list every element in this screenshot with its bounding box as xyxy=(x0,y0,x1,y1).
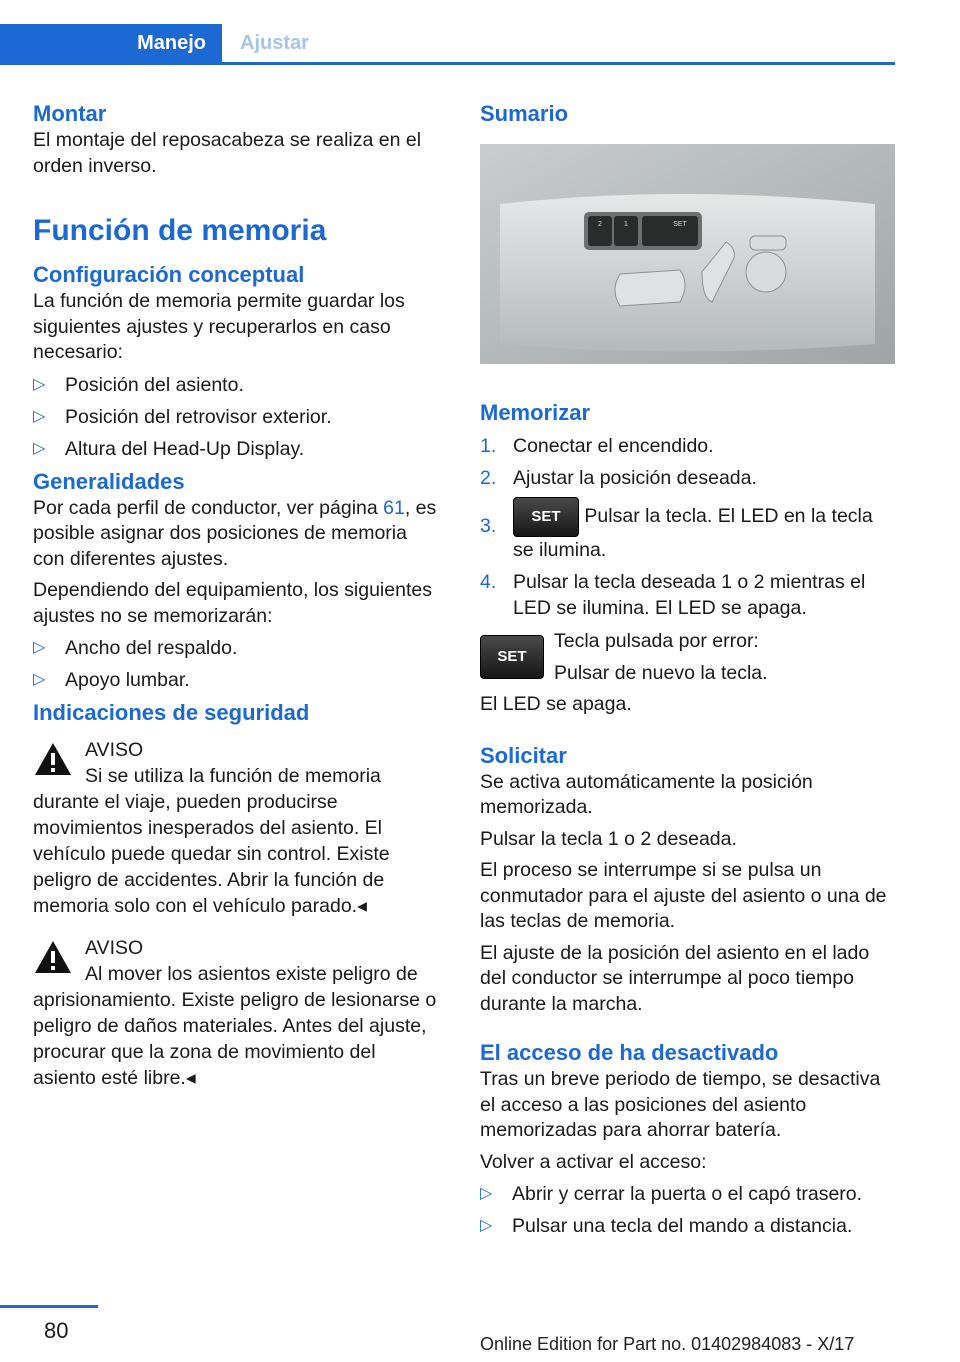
request-text-2: Pulsar la tecla 1 o 2 deseada. xyxy=(480,827,737,850)
memorize-heading: Memorizar xyxy=(480,400,591,425)
seat-controls-photo xyxy=(480,144,895,364)
photo-key-2: 2 xyxy=(598,221,602,228)
general-heading: Generalidades xyxy=(33,468,185,494)
step-text: Pulsar la tecla. El LED en la tecla se ilumina. xyxy=(513,505,873,561)
warning-text: Al mover los asientos existe peligro de aprisionamiento. Existe peligro de lesionarse o peligro de daños materiales. Antes del ajuste, procurar que la zona de movimiento del asiento esté libre.◂ xyxy=(33,963,437,1089)
summary-heading: Sumario xyxy=(480,101,569,126)
triangle-bullet-icon: ▷ xyxy=(33,639,46,656)
config-heading: Configuración conceptual xyxy=(33,262,305,287)
montar-text: El montaje del reposacabeza se realiza en el orden inverso. xyxy=(33,129,422,177)
photo-key-set: SET xyxy=(673,221,687,228)
step-text: Conectar el encendido. xyxy=(513,435,714,457)
left-column xyxy=(33,100,443,1091)
list-item xyxy=(480,569,895,621)
request-text-3: El proceso se interrumpe si se pulsa un conmutador para el ajuste del asiento o una de las teclas de memoria. xyxy=(480,859,887,932)
footer-rule xyxy=(0,1305,98,1308)
warning-triangle-icon xyxy=(33,939,73,975)
list-item xyxy=(33,436,443,462)
list-item xyxy=(480,497,895,563)
list-item xyxy=(480,1213,895,1239)
warning-text: Si se utiliza la función de memoria durante el viaje, pueden producirse movimientos inesperados del asiento. El vehículo puede quedar sin control. Existe peligro de accidentes. Abrir la función de memoria solo con el vehículo parado.◂ xyxy=(33,765,390,917)
page-link[interactable]: 61 xyxy=(383,496,405,519)
set-key-icon: SET xyxy=(480,635,544,679)
tab-ajustar[interactable] xyxy=(222,24,327,62)
list-item xyxy=(33,372,443,398)
list-item-text: Apoyo lumbar. xyxy=(65,669,190,691)
general-list xyxy=(33,635,443,693)
footer-edition: Online Edition for Part no. 01402984083 - X/17 xyxy=(480,1334,855,1354)
list-item xyxy=(480,1181,895,1207)
triangle-bullet-icon: ▷ xyxy=(480,1185,493,1202)
warning-triangle-icon xyxy=(33,741,73,777)
request-text-1: Se activa automáticamente la posición memorizada. xyxy=(480,770,813,818)
right-column xyxy=(480,100,895,1245)
list-item xyxy=(33,404,443,430)
page-number: 80 xyxy=(44,1318,69,1343)
list-item-text: Posición del asiento. xyxy=(65,373,244,396)
request-heading: Solicitar xyxy=(480,742,567,768)
triangle-bullet-icon: ▷ xyxy=(33,671,46,688)
tab-manejo-label: Manejo xyxy=(137,31,206,54)
error-note xyxy=(480,629,895,686)
memorize-steps xyxy=(480,433,895,621)
access-heading: El acceso de ha desactivado xyxy=(480,1040,779,1065)
triangle-bullet-icon: ▷ xyxy=(33,407,46,425)
list-item-text: Ancho del respaldo. xyxy=(65,637,238,659)
step-number: 3. xyxy=(480,515,497,537)
general-text-2: Dependiendo del equipamiento, los siguientes ajustes no se memorizarán: xyxy=(33,579,432,627)
photo-key-1: 1 xyxy=(624,221,628,228)
list-item xyxy=(480,465,895,491)
list-item xyxy=(33,635,443,661)
triangle-bullet-icon: ▷ xyxy=(480,1217,493,1234)
safety-heading: Indicaciones de seguridad xyxy=(33,700,310,725)
error-line-2: Pulsar de nuevo la tecla. xyxy=(554,661,768,684)
step-number: 2. xyxy=(480,467,497,489)
warning-label: AVISO xyxy=(85,739,144,761)
led-off-text: El LED se apaga. xyxy=(480,693,632,715)
step-text: Pulsar la tecla deseada 1 o 2 mientras el LED se ilumina. El LED se apaga. xyxy=(513,571,866,619)
list-item-text: Posición del retrovisor exterior. xyxy=(65,405,332,428)
triangle-bullet-icon: ▷ xyxy=(33,375,46,393)
warning-label: AVISO xyxy=(85,937,144,959)
step-text: Ajustar la posición deseada. xyxy=(513,467,757,489)
list-item-text: Pulsar una tecla del mando a distancia. xyxy=(512,1215,853,1237)
tab-ajustar-label: Ajustar xyxy=(240,31,309,54)
access-list xyxy=(480,1181,895,1239)
memory-function-heading: Función de memoria xyxy=(33,214,327,247)
config-text: La función de memoria permite guardar los siguientes ajustes y recuperarlos en caso necesario: xyxy=(33,290,405,363)
list-item-text: Abrir y cerrar la puerta o el capó trasero. xyxy=(512,1183,863,1205)
warning-block-2 xyxy=(33,935,443,1091)
step-number: 4. xyxy=(480,571,497,593)
header-tabs xyxy=(0,24,895,65)
list-item xyxy=(480,433,895,459)
general-text-a: Por cada perfil de conductor, ver página xyxy=(33,496,384,519)
access-text-2: Volver a activar el acceso: xyxy=(480,1150,707,1173)
general-text-b: , es posible asignar dos posiciones de memoria con diferentes ajustes. xyxy=(33,496,437,570)
general-text xyxy=(33,496,443,573)
tab-manejo[interactable] xyxy=(0,24,222,62)
list-item-text: Altura del Head-Up Display. xyxy=(65,437,305,460)
set-key-icon: SET xyxy=(513,497,579,537)
list-item xyxy=(33,667,443,693)
config-list xyxy=(33,372,443,462)
montar-heading: Montar xyxy=(33,101,107,126)
triangle-bullet-icon: ▷ xyxy=(33,439,46,457)
step-number: 1. xyxy=(480,435,497,457)
error-line-1: Tecla pulsada por error: xyxy=(554,630,759,652)
warning-block-1 xyxy=(33,737,443,919)
access-text-1: Tras un breve periodo de tiempo, se desactiva el acceso a las posiciones del asiento memorizadas para ahorrar batería. xyxy=(480,1068,881,1141)
request-text-4: El ajuste de la posición del asiento en el lado del conductor se interrumpe al poco tiempo durante la marcha. xyxy=(480,941,870,1015)
